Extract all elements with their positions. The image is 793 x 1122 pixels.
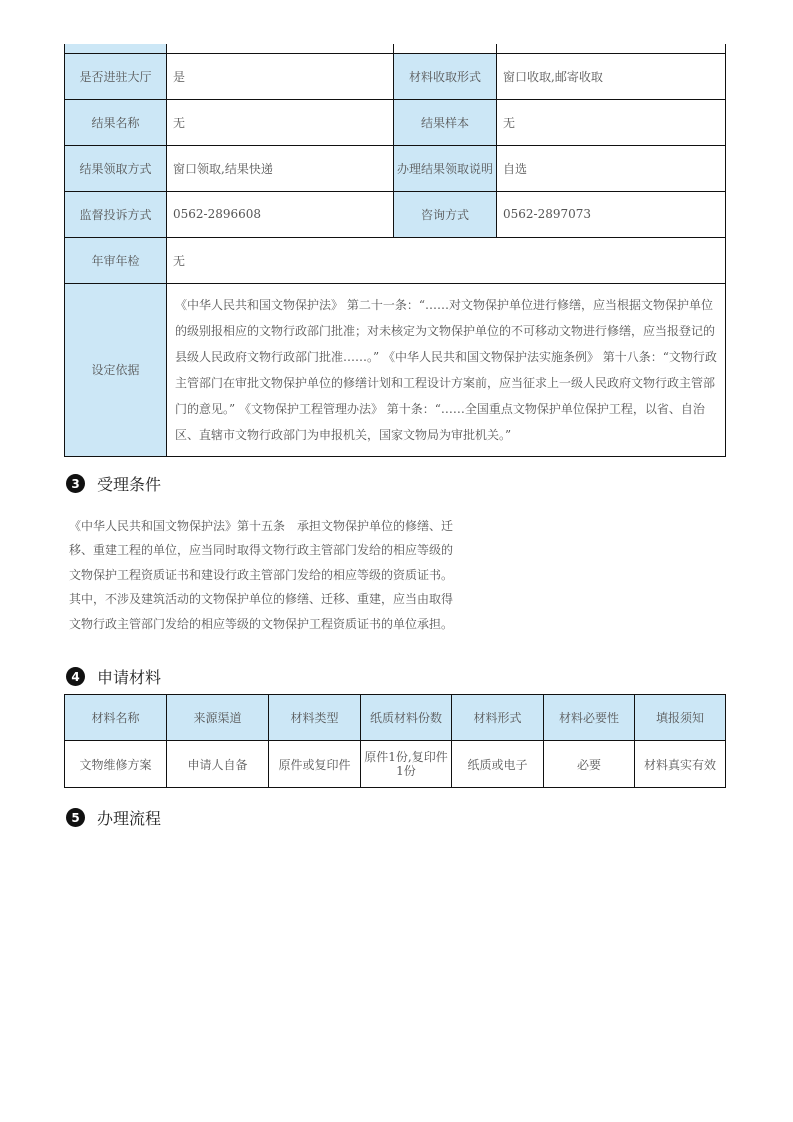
hall-label: 是否进驻大厅: [65, 53, 167, 99]
info-table: [64, 44, 726, 457]
partial-cell: [394, 44, 497, 53]
column-header: 材料形式: [452, 695, 544, 741]
conditions-text: 《中华人民共和国文物保护法》第十五条 承担文物保护单位的修缮、迁移、重建工程的单位，应当同时取得文物行政主管部门发给的相应等级的文物保护工程资质证书和建设行政主管部门发给的相应等级的资质证书。其中，不涉及建筑活动的文物保护单位的修缮、迁移、重建，应当由取得文物行政主管部门发给的相应等级的文物保护工程资质证书的单位承担。: [69, 519, 454, 631]
result-pickup-label: 结果领取方式: [65, 145, 167, 191]
column-header: 材料必要性: [544, 695, 635, 741]
result-name-label: 结果名称: [65, 99, 167, 145]
column-header: 材料名称: [65, 695, 167, 741]
table-row: [65, 145, 726, 191]
result-name-value: 无: [167, 99, 394, 145]
collection-form-value: 窗口收取,邮寄收取: [497, 53, 726, 99]
column-header: 材料类型: [269, 695, 361, 741]
number-4-icon: 4: [66, 667, 85, 686]
hall-value: 是: [167, 53, 394, 99]
process-heading: 办理流程: [97, 809, 162, 828]
complaint-phone: 0562-2896608: [167, 191, 394, 237]
result-sample-label: 结果样本: [394, 99, 497, 145]
table-cell: 文物维修方案: [65, 741, 167, 788]
table-row: [65, 53, 726, 99]
materials-table: [64, 694, 726, 788]
section-conditions-title: [66, 472, 161, 495]
table-row: [65, 44, 726, 53]
partial-cell: [167, 44, 394, 53]
table-cell: 材料真实有效: [635, 741, 726, 788]
basis-text: 《中华人民共和国文物保护法》 第二十一条：“……对文物保护单位进行修缮，应当根据文物保护单位的级别报相应的文物行政部门批准；对未核定为文物保护单位的不可移动文物进行修缮，应当报登记的县级人民政府文物行政部门批准……。” 《中华人民共和国文物保护法实施条例》 第十八条：“文物行政主管部门在审批文物保护单位的修缮计划和工程设计方案前，应当征求上一级人民政府文物行政主管部门的意见。” 《文物保护工程管理办法》 第十条：“……全国重点文物保护单位保护工程，以省、自治区、直辖市文物行政部门为申报机关，国家文物局为审批机关。”: [167, 283, 726, 456]
column-header: 填报须知: [635, 695, 726, 741]
annual-check-label: 年审年检: [65, 237, 167, 283]
table-row: [65, 191, 726, 237]
number-3-icon: 3: [66, 474, 85, 493]
section-process-title: [66, 806, 161, 829]
annual-check-value: 无: [167, 237, 726, 283]
table-cell: 原件或复印件: [269, 741, 361, 788]
table-header-row: [65, 695, 726, 741]
basis-label: 设定依据: [65, 283, 167, 456]
column-header: 来源渠道: [167, 695, 269, 741]
result-pickup-note-label: 办理结果领取说明: [394, 145, 497, 191]
collection-form-label: 材料收取形式: [394, 53, 497, 99]
table-cell: 原件1份,复印件1份: [361, 741, 452, 788]
table-cell: 纸质或电子: [452, 741, 544, 788]
result-sample-value: 无: [497, 99, 726, 145]
table-row: [65, 99, 726, 145]
column-header: 纸质材料份数: [361, 695, 452, 741]
materials-heading: 申请材料: [97, 668, 162, 687]
complaint-label: 监督投诉方式: [65, 191, 167, 237]
consult-phone: 0562-2897073: [497, 191, 726, 237]
table-row: [65, 283, 726, 456]
table-cell: 必要: [544, 741, 635, 788]
table-row: [65, 741, 726, 788]
table-row: [65, 237, 726, 283]
partial-cell: [65, 44, 167, 53]
section-materials-title: [66, 665, 161, 688]
result-pickup-value: 窗口领取,结果快递: [167, 145, 394, 191]
result-pickup-note-value: 自选: [497, 145, 726, 191]
consult-label: 咨询方式: [394, 191, 497, 237]
table-cell: 申请人自备: [167, 741, 269, 788]
partial-cell: [497, 44, 726, 53]
number-5-icon: 5: [66, 808, 85, 827]
conditions-heading: 受理条件: [97, 475, 162, 494]
